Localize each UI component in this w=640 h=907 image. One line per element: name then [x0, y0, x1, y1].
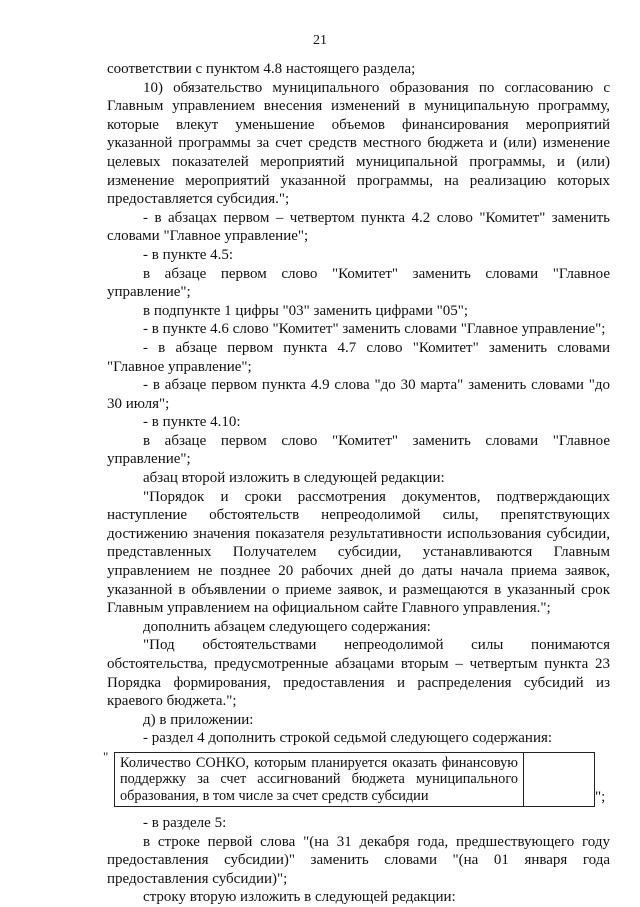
paragraph: в абзаце первом слово "Комитет" заменить словами "Главное управление"; — [107, 432, 610, 468]
paragraph: - в пункте 4.5: — [143, 246, 234, 263]
paragraph: д) в приложении: — [143, 711, 254, 728]
inserted-table-row-block — [103, 748, 610, 808]
body-text — [103, 60, 610, 907]
close-quote: "; — [595, 788, 606, 805]
paragraph: 10) обязательство муниципального образования по согласованию с Главным управлением внесения изменений в муниципальную программу, которые влекут уменьшение объемов финансирования мероприятий указанной программы за счет средств местного бюджета и (или) изменение целевых показателей мероприятий муниципальной программы, и (или) изменение мероприятий указанной программы, на реализацию которых предоставляется субсидия."; — [107, 79, 610, 208]
paragraph: - в пункте 4.10: — [143, 414, 241, 431]
paragraph: - в абзаце первом пункта 4.9 слова "до 30 марта" заменить словами "до 30 июля"; — [107, 377, 610, 412]
table-cell-description: Количество СОНКО, которым планируется оказать финансовую поддержку за счет ассигнований бюджета муниципального образования, в том числе за счет средств субсидии — [115, 752, 524, 807]
open-quote: " — [103, 748, 109, 764]
top-paragraphs — [107, 60, 610, 748]
table-cell-value — [524, 752, 595, 807]
paragraph: - в разделе 5: — [143, 814, 227, 831]
paragraph: - в абзаце первом пункта 4.7 слово "Комитет" заменить словами "Главное управление"; — [107, 339, 610, 375]
paragraph: "Под обстоятельствами непреодолимой силы понимаются обстоятельства, предусмотренные абзацами вторым – четвертым пункта 23 Порядка формирования, предоставления и распределения субсидий из краевого бюджета."; — [107, 637, 610, 710]
paragraph: в подпункте 1 цифры "03" заменить цифрами "05"; — [143, 302, 469, 319]
paragraph: - раздел 4 дополнить строкой седьмой следующего содержания: — [143, 730, 553, 747]
paragraph: абзац второй изложить в следующей редакции: — [143, 470, 445, 487]
table-row — [115, 752, 595, 807]
paragraph: в строке первой слова "(на 31 декабря года, предшествующего году предоставления субсидии)" заменить словами "(на 01 января года предоставления субсидии)"; — [107, 833, 610, 887]
paragraph: строку вторую изложить в следующей редакции: — [143, 889, 456, 906]
inserted-table-row — [114, 752, 595, 808]
paragraph: в абзаце первом слово "Комитет" заменить словами "Главное управление"; — [107, 265, 610, 301]
paragraph: дополнить абзацем следующего содержания: — [143, 618, 431, 635]
paragraph: соответствии с пунктом 4.8 настоящего раздела; — [107, 61, 416, 77]
paragraph: "Порядок и сроки рассмотрения документов, подтверждающих наступление обстоятельств непреодолимой силы, препятствующих достижению значения показателя результативности использования субсидии, представленных Получателем субсидии, устанавливаются Главным управлением не позднее 20 рабочих дней до даты начала приема заявок, указанной в объявлении о приеме заявок, и размещаются в указанный срок Главным управлением на официальном сайте Главного управления."; — [107, 488, 610, 617]
page-number: 21 — [313, 33, 327, 48]
paragraph: - в абзацах первом – четвертом пункта 4.2 слово "Комитет" заменить словами "Главное управление"; — [107, 209, 610, 245]
paragraph: - в пункте 4.6 слово "Комитет" заменить словами "Главное управление"; — [143, 321, 606, 338]
bottom-paragraphs — [107, 814, 610, 907]
